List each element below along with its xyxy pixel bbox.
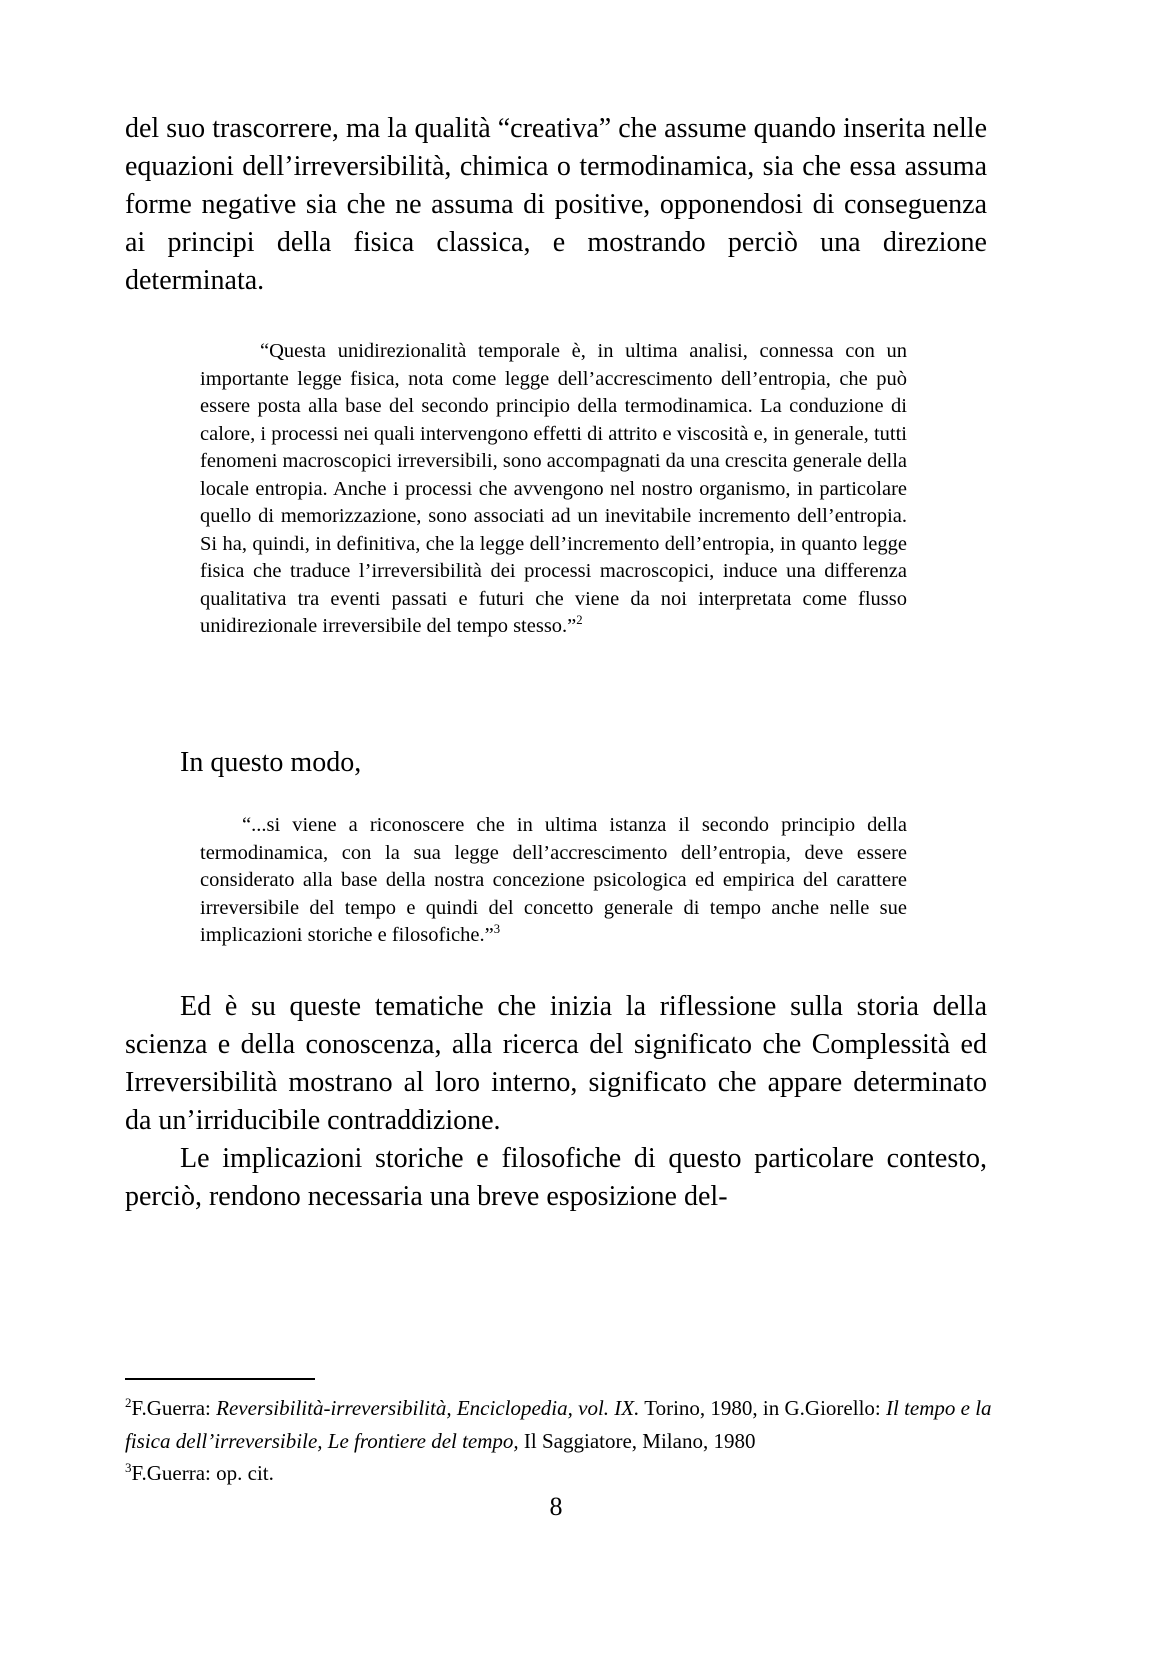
quote-text: “...si viene a riconoscere che in ultima istanza il secondo principio della termodinamica, con la sua legge dell’accrescimento dell’entropia, deve essere considerato alla base della nostra concezione psicologica ed empirica del carattere irreversibile del tempo e quindi del concetto generale di tempo anche nelle sue implicazioni storiche e filosofiche.” bbox=[200, 814, 907, 946]
footnote-number: 2 bbox=[125, 1395, 132, 1410]
footnote-segment-title: Il tempo e la fisica dell’irreversibile, Le frontiere del tempo, bbox=[125, 1396, 992, 1453]
block-quote-entropy bbox=[200, 338, 907, 641]
paragraph-opening: del suo trascorrere, ma la qualità “creativa” che assume quando inserita nelle equazioni dell’irreversibilità, chimica o termodinamica, sia che essa assuma forme negative sia che ne assuma di positive, opponendosi di conseguenza ai principi della fisica classica, e mostrando perciò una direzione determinata. bbox=[125, 113, 987, 296]
footnote-segment: F.Guerra: bbox=[131, 1396, 217, 1420]
paragraph-reflection: Ed è su queste tematiche che inizia la riflessione sulla storia della scienza e della conoscenza, alla ricerca del significato che Complessità ed Irreversibilità mostrano al loro interno, significato che appare determinato da un’irriducibile contraddizione. bbox=[125, 991, 987, 1136]
paragraph-connector: In questo modo, bbox=[180, 747, 362, 778]
footnotes-section bbox=[125, 1392, 1005, 1490]
page-number: 8 bbox=[549, 1492, 563, 1521]
quote-text: “Questa unidirezionalità temporale è, in ultima analisi, connessa con un importante legge fisica, nota come legge dell’accrescimento dell’entropia, che può essere posta alla base del secondo principio della termodinamica. La conduzione di calore, i processi nei quali intervengono effetti di attrito e viscosità e, in generale, tutti fenomeni macroscopici irreversibili, sono accompagnati da una crescita generale della locale entropia. Anche i processi che avvengono nel nostro organismo, in particolare quello di memorizzazione, sono associati ad un inevitabile incremento dell’entropia. Si ha, quindi, in definitiva, che la legge dell’incremento dell’entropia, in quanto legge fisica che traduce l’irreversibilità dei processi macroscopici, induce una differenza qualitativa tra eventi passati e futuri che viene da noi interpretata come flusso unidirezionale irreversibile del tempo stesso.” bbox=[200, 340, 907, 637]
footnote-reference-3: 3 bbox=[493, 922, 501, 937]
footnote-segment: F.Guerra: op. cit. bbox=[131, 1461, 274, 1485]
block-quote-thermodynamics bbox=[200, 812, 907, 950]
footnote-3 bbox=[125, 1457, 1005, 1490]
footnote-segment-title: Reversibilità-irreversibilità, Enciclopedia, vol. IX. bbox=[216, 1396, 640, 1420]
paragraph-implications: Le implicazioni storiche e filosofiche di questo particolare contesto, perciò, rendono necessaria una breve esposizione del- bbox=[125, 1143, 987, 1212]
footnote-2 bbox=[125, 1392, 1005, 1457]
footnote-segment: Il Saggiatore, Milano, 1980 bbox=[518, 1428, 756, 1453]
footnote-reference-2: 2 bbox=[576, 613, 583, 628]
closing-paragraphs bbox=[125, 988, 987, 1216]
footnote-number: 3 bbox=[125, 1460, 132, 1475]
footnote-separator-rule bbox=[125, 1378, 315, 1380]
footnote-segment: Torino, 1980, in G.Giorello: bbox=[639, 1396, 886, 1420]
